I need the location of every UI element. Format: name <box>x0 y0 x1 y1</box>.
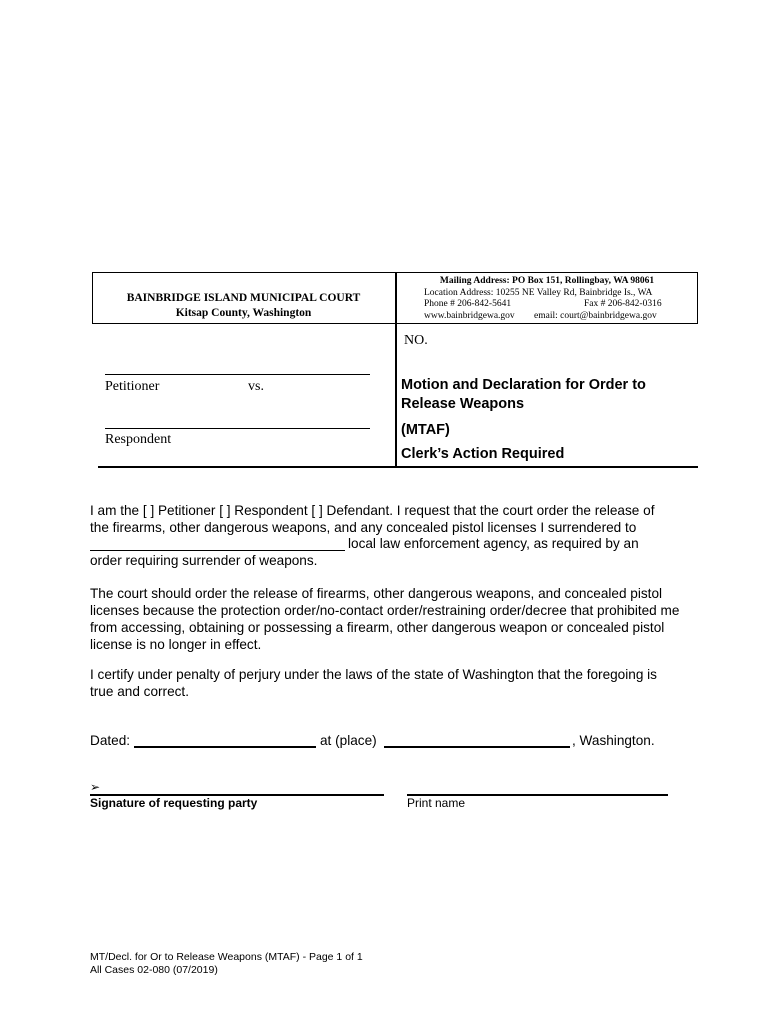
petitioner-label: Petitioner <box>105 379 160 394</box>
clerk-action-note: Clerk’s Action Required <box>401 446 565 462</box>
phone-number: Phone # 206-842-5641 <box>424 299 512 309</box>
respondent-label: Respondent <box>105 432 172 447</box>
state-label: , Washington. <box>572 733 655 748</box>
email-address: email: court@bainbridgewa.gov <box>534 311 657 321</box>
caption-bottom-rule <box>98 466 698 468</box>
caption-divider <box>395 324 397 467</box>
respondent-name-field[interactable] <box>105 428 370 429</box>
place-label: at (place) <box>320 733 377 748</box>
case-number-label: NO. <box>404 333 428 348</box>
date-field[interactable] <box>134 746 316 748</box>
certification-paragraph: I certify under penalty of perjury under the laws of the state of Washington that the foregoing is true and correct. <box>90 667 657 699</box>
court-name: BAINBRIDGE ISLAND MUNICIPAL COURT <box>126 292 361 304</box>
court-county: Kitsap County, Washington <box>175 307 312 319</box>
document-title-line1: Motion and Declaration for Order to <box>401 377 646 393</box>
request-line-3: local law enforcement agency, as required by an <box>348 536 639 551</box>
arrow-bullet-icon: ➢ <box>90 780 101 794</box>
place-field[interactable] <box>384 746 570 748</box>
footer-form-title: MT/Decl. for Or to Release Weapons (MTAF) - Page 1 of 1 <box>90 951 363 963</box>
versus-label: vs. <box>248 379 264 394</box>
request-line-2: the firearms, other dangerous weapons, and any concealed pistol licenses I surrendered to <box>90 520 637 535</box>
dated-label: Dated: <box>90 733 131 748</box>
mailing-address: Mailing Address: PO Box 151, Rollingbay, WA 98061 <box>439 276 655 286</box>
print-name-label: Print name <box>407 796 466 810</box>
request-line-4: order requiring surrender of weapons. <box>90 553 318 568</box>
website: www.bainbridgewa.gov <box>424 311 515 321</box>
request-line-1: I am the [ ] Petitioner [ ] Respondent [ ] Defendant. I request that the court order the release of <box>90 503 655 518</box>
signature-label: Signature of requesting party <box>90 796 258 810</box>
footer-form-number: All Cases 02-080 (07/2019) <box>90 964 218 976</box>
reason-paragraph: The court should order the release of firearms, other dangerous weapons, and concealed pistol licenses because the protection order/no-contact order/restraining order/decree that prohibited me from accessing, obtaining or possessing a firearm, other dangerous weapon or concealed pistol license is no longer in effect. <box>90 586 680 652</box>
form-code: (MTAF) <box>401 422 450 438</box>
location-address: Location Address: 10255 NE Valley Rd, Bainbridge Is., WA <box>424 288 653 298</box>
document-title-line2: Release Weapons <box>401 396 525 412</box>
petitioner-name-field[interactable] <box>105 374 370 375</box>
fax-number: Fax # 206-842-0316 <box>584 299 662 309</box>
agency-name-field[interactable] <box>90 550 345 551</box>
